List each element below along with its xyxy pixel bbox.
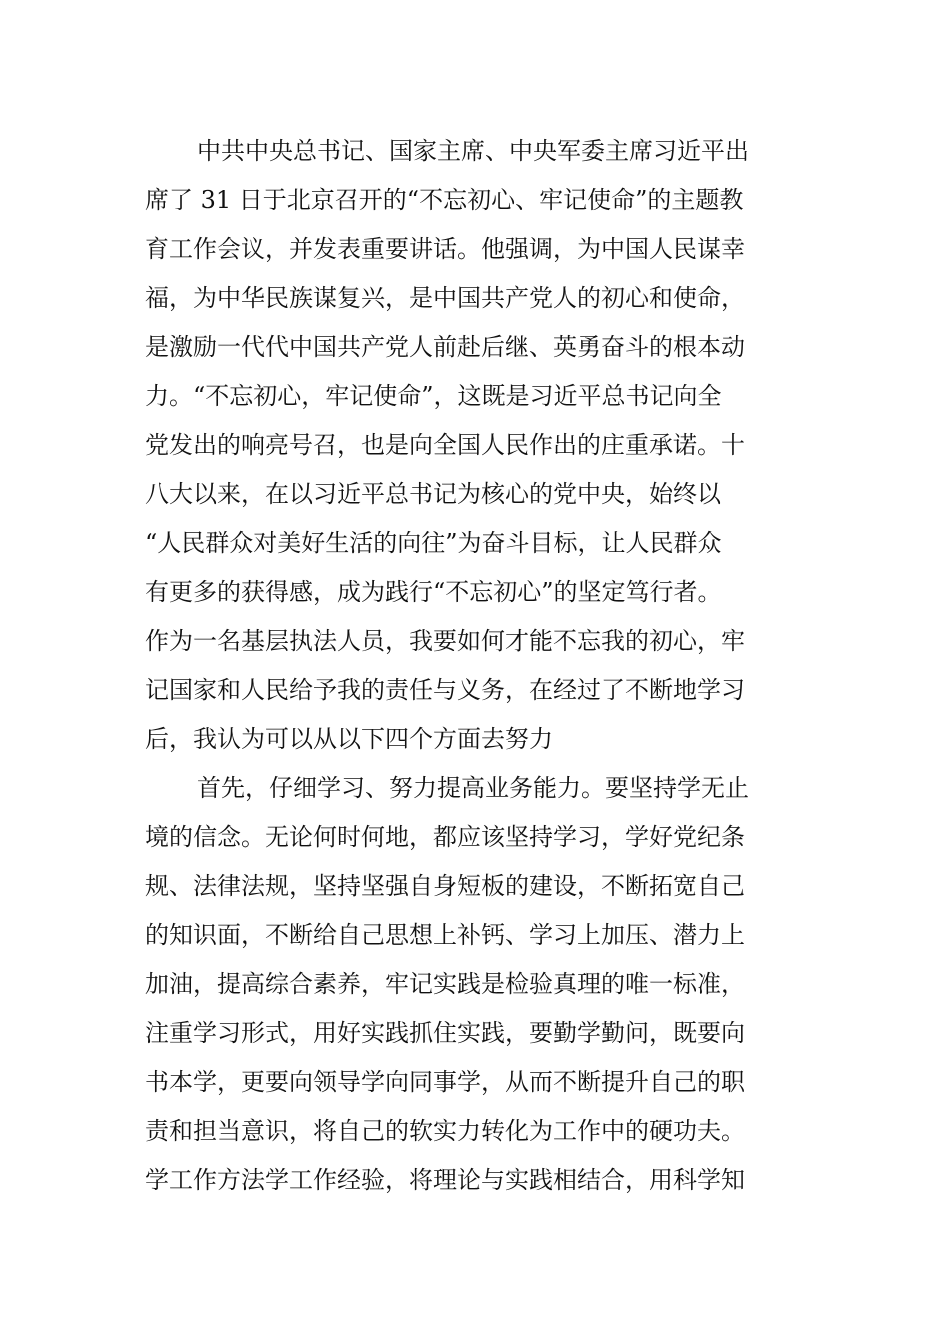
paragraph-line: 学工作方法学工作经验，将理论与实践相结合，用科学知 (145, 1166, 745, 1194)
paragraph-line: 是激励一代代中国共产党人前赴后继、英勇奋斗的根本动 (145, 333, 745, 361)
paragraph-line: 席了 31 日于北京召开的“不忘初心、牢记使命”的主题教 (145, 186, 744, 214)
paragraph-line: 记国家和人民给予我的责任与义务，在经过了不断地学习 (145, 676, 745, 704)
paragraph-line: 责和担当意识，将自己的软实力转化为工作中的硬功夫。 (145, 1117, 745, 1145)
paragraph-line: 作为一名基层执法人员，我要如何才能不忘我的初心，牢 (145, 627, 745, 655)
paragraph-line: 首先，仔细学习、努力提高业务能力。要坚持学无止 (197, 774, 749, 802)
paragraph-line: 有更多的获得感，成为践行“不忘初心”的坚定笃行者。 (145, 578, 722, 606)
paragraph-line: 注重学习形式，用好实践抓住实践，要勤学勤问，既要向 (145, 1019, 745, 1047)
paragraph-line: 后，我认为可以从以下四个方面去努力 (145, 725, 553, 753)
paragraph-line: 加油，提高综合素养，牢记实践是检验真理的唯一标准， (145, 970, 745, 998)
paragraph-line: 八大以来，在以习近平总书记为核心的党中央，始终以 (145, 480, 721, 508)
paragraph-line: 的知识面，不断给自己思想上补钙、学习上加压、潜力上 (145, 921, 745, 949)
paragraph-2 (145, 764, 815, 1205)
paragraph-1 (145, 127, 815, 764)
paragraph-line: 福，为中华民族谋复兴，是中国共产党人的初心和使命， (145, 284, 745, 312)
paragraph-line: 书本学，更要向领导学向同事学，从而不断提升自己的职 (145, 1068, 745, 1096)
document-body (145, 127, 815, 1205)
paragraph-line: 育工作会议，并发表重要讲话。他强调，为中国人民谋幸 (145, 235, 745, 263)
paragraph-line: 党发出的响亮号召，也是向全国人民作出的庄重承诺。十 (145, 431, 745, 459)
paragraph-line: 力。“不忘初心，牢记使命”，这既是习近平总书记向全 (145, 382, 722, 410)
paragraph-line: 境的信念。无论何时何地，都应该坚持学习，学好党纪条 (145, 823, 745, 851)
paragraph-line: 规、法律法规，坚持坚强自身短板的建设，不断拓宽自己 (145, 872, 745, 900)
paragraph-line: “人民群众对美好生活的向往”为奋斗目标，让人民群众 (145, 529, 722, 557)
paragraph-line: 中共中央总书记、国家主席、中央军委主席习近平出 (197, 137, 749, 165)
